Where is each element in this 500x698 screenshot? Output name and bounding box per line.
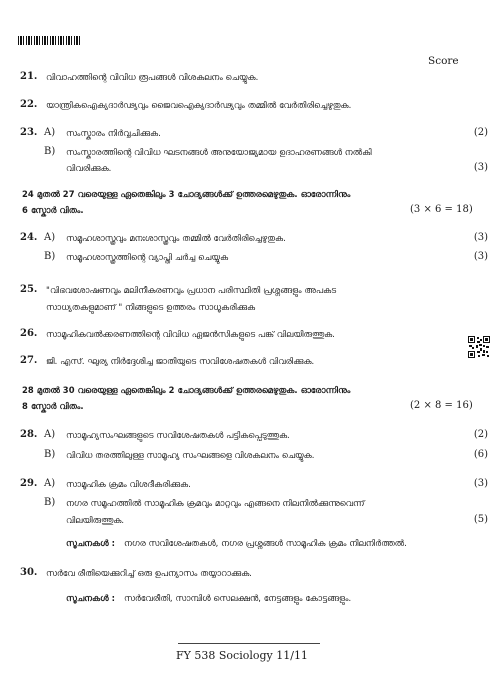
hint-text: സർവേരീതി, സാമ്പിൾ സെലക്ഷൻ, നേട്ടങ്ങളും കോട്ടങ്ങളും. [124, 593, 352, 603]
question-text: സാമൂഹികവൽക്കരണത്തിന്റെ വിവിധ ഏജൻസികളുടെ പങ്ക് വിലയിരുത്തുക. [46, 329, 335, 339]
question-number: 21. [20, 71, 38, 82]
question-number: 22. [20, 99, 38, 110]
sub-label: A) [44, 429, 56, 440]
question-text: സംസ്കാരം നിർവ്വചിക്കുക. [66, 128, 161, 138]
question-text: സമൂഹശാസ്ത്രത്തിന്റെ വ്യാപ്തി ചർച്ച ചെയ്യുക [66, 252, 229, 262]
section-instruction: 6 സ്കോർ വിതം. [22, 205, 84, 215]
barcode [18, 36, 82, 45]
marks: (6) [473, 449, 488, 460]
marks: (2) [473, 127, 488, 138]
question-text: വിവിധ തരത്തിലുള്ള സാമൂഹ്യ സംഘങ്ങളെ വിശകലനം ചെയ്യുക. [66, 450, 315, 460]
question-text: വിവാഹത്തിന്റെ വിവിധ രൂപങ്ങൾ വിശകലനം ചെയ്യുക. [46, 72, 259, 82]
marks: (2) [473, 429, 488, 440]
sub-label: A) [44, 478, 56, 489]
section-marks: (3 × 6 = 18) [410, 204, 473, 215]
question-text: സമൂഹശാസ്ത്രവും മനഃശാസ്ത്രവും തമ്മിൽ വേർതിരിച്ചെഴുതുക. [66, 233, 286, 243]
question-number: 26. [20, 328, 38, 339]
footer-divider [178, 643, 320, 644]
sub-label: A) [44, 232, 56, 243]
qr-code [468, 336, 490, 358]
footer-code: FY 538 Sociology 11/11 [176, 649, 308, 662]
question-number: 30. [20, 567, 38, 578]
question-text: സംസ്കാരത്തിന്റെ വിവിധ ഘടനങ്ങൾ അനുയോജ്യമായ ഉദാഹരണങ്ങൾ നൽകി [66, 147, 372, 157]
sub-label: B) [44, 146, 56, 157]
section-instruction: 24 മുതൽ 27 വരെയുള്ള ഏതെങ്കിലും 3 ചോദ്യങ്ങൾക്ക് ഉത്തരമെഴുതുക. ഓരോന്നിനും [22, 189, 351, 199]
section-instruction: 28 മുതൽ 30 വരെയുള്ള ഏതെങ്കിലും 2 ചോദ്യങ്ങൾക്ക് ഉത്തരമെഴുതുക. ഓരോന്നിനും [22, 385, 351, 395]
question-number: 28. [20, 429, 38, 440]
hint-label: സൂചനകൾ : [66, 538, 116, 548]
question-number: 27. [20, 355, 38, 366]
marks: (3) [473, 162, 488, 173]
hint-text: നഗര സവിശേഷതകൾ, നഗര പ്രശ്നങ്ങൾ സാമൂഹിക ക്രമം നിലനിർത്തൽ. [124, 538, 407, 548]
question-number: 29. [20, 478, 38, 489]
question-number: 23. [20, 127, 38, 138]
question-number: 25. [20, 284, 38, 295]
marks: (3) [473, 478, 488, 489]
sub-label: B) [44, 251, 56, 262]
question-text: "വിഭവശോഷണവും മലിനീകരണവും പ്രധാന പരിസ്ഥിതി പ്രശ്നങ്ങളും അപകട [46, 285, 337, 295]
question-text: സാമൂഹിക ക്രമം വിശദീകരിക്കുക. [66, 479, 191, 489]
question-text: സാധ്യതകളുമാണ് " നിങ്ങളുടെ ഉത്തരം സാധൂകരിക്കുക [46, 302, 256, 312]
marks: (3) [473, 251, 488, 262]
question-text: സർവേ രീതിയെക്കുറിച്ച് ഒരു ഉപന്യാസം തയ്യാറാക്കുക. [46, 568, 253, 578]
question-text: യാന്ത്രികഐക്യദാർഢ്യവും ജൈവഐക്യദാർഢ്യവും തമ്മിൽ വേർതിരിച്ചെഴുതുക. [46, 100, 352, 110]
section-instruction: 8 സ്കോർ വിതം. [22, 401, 84, 411]
sub-label: B) [44, 497, 56, 508]
section-marks: (2 × 8 = 16) [410, 400, 473, 411]
question-text: വിവരിക്കുക. [66, 163, 112, 173]
question-text: നഗര സമൂഹത്തിൽ സാമൂഹിക ക്രമവും മാറ്റവും എങ്ങനെ നിലനിൽക്കുന്നുവെന്ന് [66, 498, 365, 508]
sub-label: A) [44, 127, 56, 138]
question-text: വിലയിരുത്തുക. [66, 515, 125, 525]
question-text: ജി. എസ്. ഘുര്യ നിർദ്ദേശിച്ച ജാതിയുടെ സവിശേഷതകൾ വിവരിക്കുക. [46, 356, 315, 366]
score-label: Score [428, 55, 459, 67]
hint-label: സൂചനകൾ : [66, 593, 116, 603]
question-text: സാമൂഹ്യസംഘങ്ങളുടെ സവിശേഷതകൾ പട്ടികപ്പെടുത്തുക. [66, 430, 290, 440]
question-number: 24. [20, 232, 38, 243]
sub-label: B) [44, 449, 56, 460]
marks: (5) [473, 514, 488, 525]
marks: (3) [473, 232, 488, 243]
